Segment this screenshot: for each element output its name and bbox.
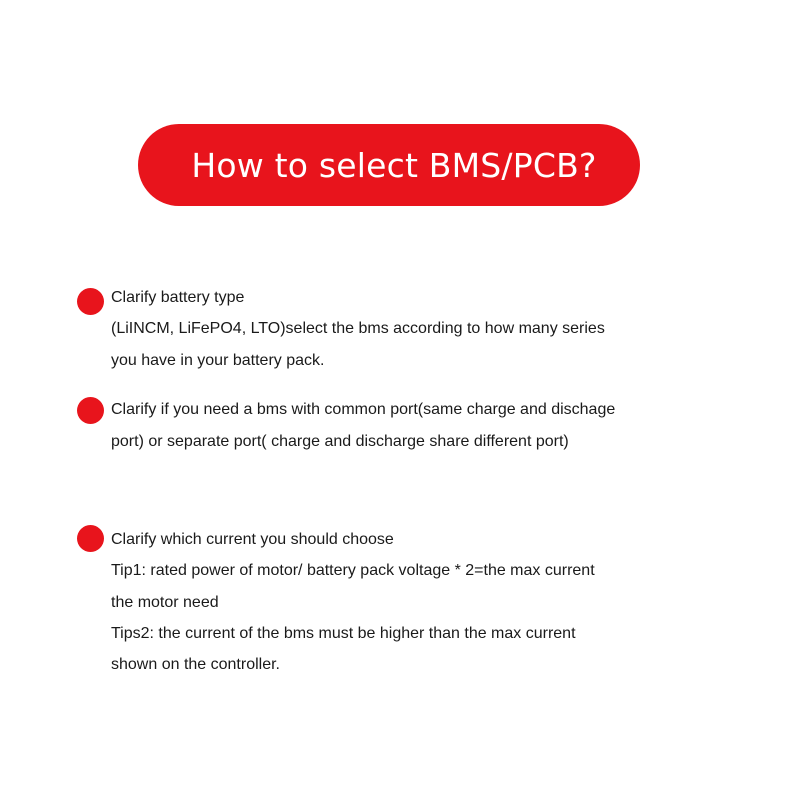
section-heading: Clarify battery type [111, 289, 245, 306]
bullet-dot-icon [77, 288, 104, 315]
section-text-line: Tip1: rated power of motor/ battery pack voltage * 2=the max current [111, 562, 595, 579]
section-heading: Clarify if you need a bms with common port(same charge and dischage [111, 401, 616, 418]
bullet-dot-icon [77, 525, 104, 552]
section-text-line: the motor need [111, 594, 219, 611]
title-banner [138, 124, 640, 206]
bullet-dot-icon [77, 397, 104, 424]
page-title: How to select BMS/PCB? [191, 145, 597, 185]
section-heading: Clarify which current you should choose [111, 531, 394, 548]
section-text-line: Tips2: the current of the bms must be higher than the max current [111, 625, 576, 642]
section-text-line: you have in your battery pack. [111, 352, 325, 369]
section-text-line: (LiINCM, LiFePO4, LTO)select the bms according to how many series [111, 320, 605, 337]
section-text-line: port) or separate port( charge and discharge share different port) [111, 433, 569, 450]
section-text-line: shown on the controller. [111, 656, 280, 673]
